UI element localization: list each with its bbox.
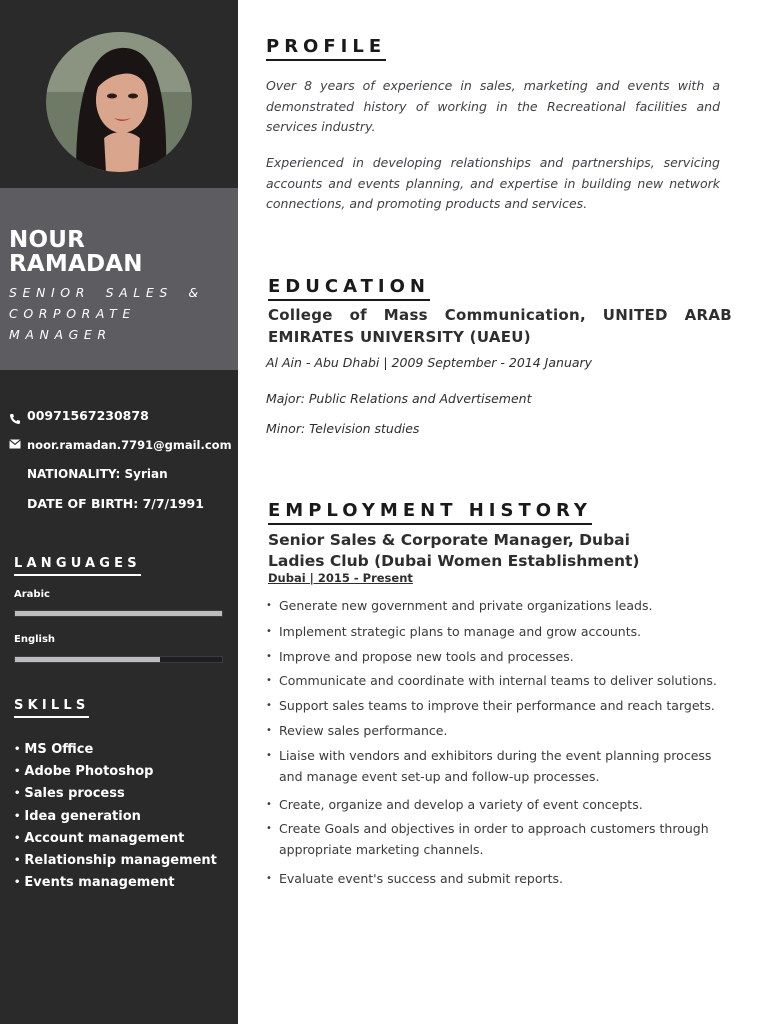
sidebar [0,0,238,1024]
duty-item [266,745,726,787]
email-address[interactable]: noor.ramadan.7791@gmail.com [27,438,232,452]
bullet-icon: • [266,750,272,761]
bullet-icon: • [266,873,272,884]
job-title: Senior Sales & Corporate Manager, Dubai Ladies Club (Dubai Women Establishment) [268,531,640,570]
skill-item: • Relationship management [14,851,217,873]
duty-text: Communicate and coordinate with internal teams to deliver solutions. [279,673,717,688]
nationality: NATIONALITY: Syrian [27,467,168,481]
duty-text: Implement strategic plans to manage and grow accounts. [279,624,642,639]
language-bar [14,610,223,617]
skill-item: • Idea generation [14,807,217,829]
duty-item [266,720,726,741]
duty-text: Liaise with vendors and exhibitors during the event planning process and manage event set-up and follow-up processes. [279,748,712,784]
duty-text: Create, organize and develop a variety of event concepts. [279,797,643,812]
profile-photo [46,32,192,172]
duty-item [266,621,726,642]
language-bar-fill [15,611,222,616]
duty-text: Review sales performance. [279,723,448,738]
education-minor: Minor: Television studies [266,421,420,436]
bullet-icon: • [266,823,272,834]
person-name [9,228,143,276]
skill-item: • Events management [14,873,217,895]
bullet-icon: • [266,799,272,810]
education-location-dates: Al Ain - Abu Dhabi | 2009 September - 2014 January [266,355,593,370]
profile-paragraph: Experienced in developing relationships and partnerships, servicing accounts and events planning, and expertise in building new network connections, and promoting products and services. [266,155,720,211]
skill-item: • Adobe Photoshop [14,762,217,784]
envelope-icon [9,438,21,450]
skills-list [14,740,217,895]
duty-item [266,646,726,667]
language-bar [14,656,223,663]
duty-item [266,595,726,616]
bullet-icon: • [266,626,272,637]
languages-heading: LANGUAGES [14,556,141,576]
duty-text: Create Goals and objectives in order to approach customers through appropriate marketing channels. [279,821,709,857]
profile-paragraph: Over 8 years of experience in sales, marketing and events with a demonstrated history of working in the Recreational facilities and services industry. [266,78,720,134]
education-heading: EDUCATION [268,276,430,301]
name-first: NOUR [9,227,85,253]
bullet-icon: • [266,651,272,662]
education-major: Major: Public Relations and Advertisement [266,391,532,406]
job-location-dates: Dubai | 2015 - Present [268,571,413,585]
phone-icon [9,413,21,425]
phone-number[interactable]: 00971567230878 [27,408,149,423]
bullet-icon: • [266,675,272,686]
duty-text: Generate new government and private organizations leads. [279,598,653,613]
bullet-icon: • [266,725,272,736]
duty-item [266,818,726,860]
name-band [0,188,238,370]
job-role: SENIOR SALES & CORPORATE MANAGER [9,285,204,342]
name-last: RAMADAN [9,251,143,277]
employment-heading: EMPLOYMENT HISTORY [268,500,592,525]
skill-item: • MS Office [14,740,217,762]
language-bar-fill [15,657,160,662]
duty-text: Evaluate event's success and submit reports. [279,871,564,886]
duty-item [266,670,726,691]
bullet-icon: • [266,700,272,711]
profile-heading: PROFILE [266,36,386,61]
duty-item [266,695,726,716]
duty-item [266,868,726,889]
skills-heading: SKILLS [14,698,89,718]
duty-text: Improve and propose new tools and processes. [279,649,574,664]
bullet-icon: • [266,600,272,611]
duty-item [266,794,726,815]
skill-item: • Account management [14,829,217,851]
date-of-birth: DATE OF BIRTH: 7/7/1991 [27,496,204,511]
duty-text: Support sales teams to improve their performance and reach targets. [279,698,715,713]
language-label: Arabic [14,589,50,600]
skill-item: • Sales process [14,784,217,806]
language-label: English [14,634,56,645]
education-degree: College of Mass Communication, UNITED ARAB EMIRATES UNIVERSITY (UAEU) [268,306,732,346]
